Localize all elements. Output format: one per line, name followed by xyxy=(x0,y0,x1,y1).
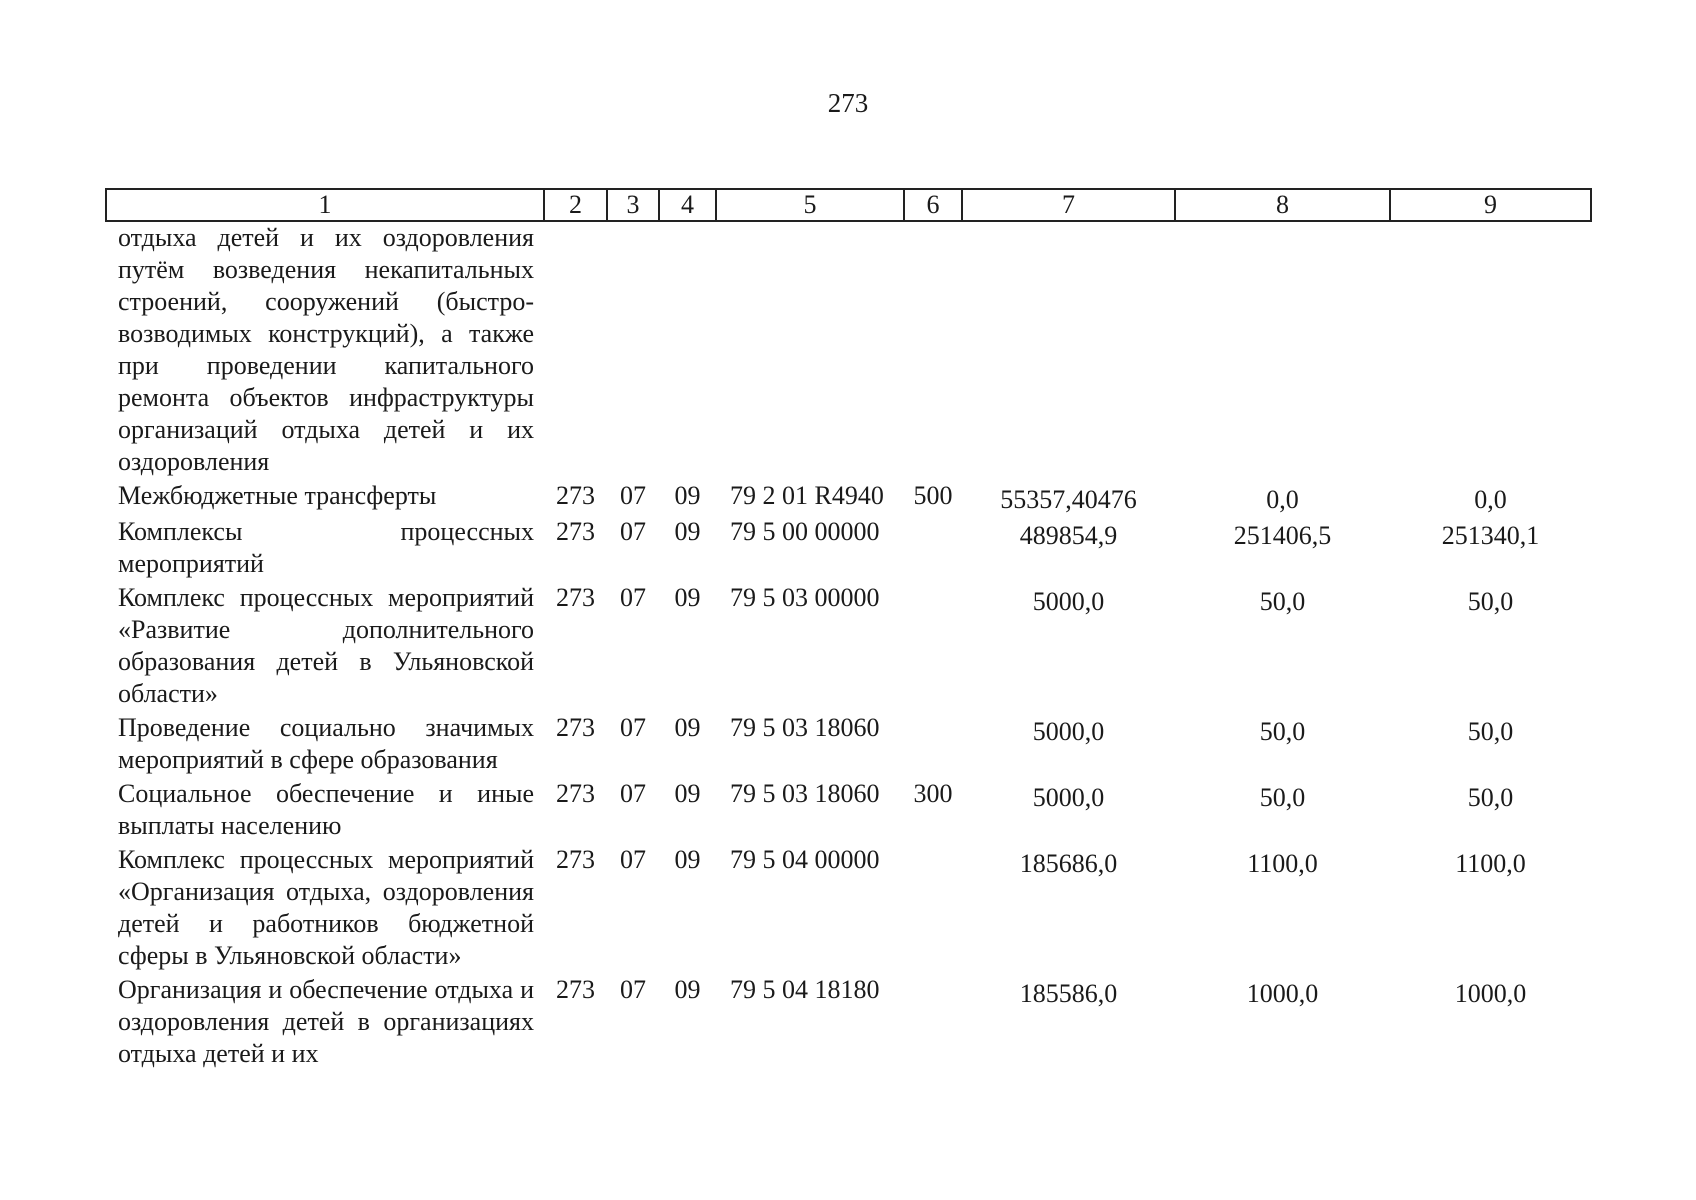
row-value-9: 1100,0 xyxy=(1455,849,1526,878)
row-value-9: 50,0 xyxy=(1467,717,1514,746)
budget-table xyxy=(105,188,1592,1072)
table-row xyxy=(106,778,1591,844)
row-value-9: 50,0 xyxy=(1467,587,1514,616)
row-name: Социальное обеспечение и иные выплаты населению xyxy=(118,779,534,840)
row-value-7: 5000,0 xyxy=(1032,587,1105,616)
row-name: отдыха детей и их оздоровления путём возведения некапитальных строений, сооружений (быстро-возводимых конструкций), а также при проведении капитального ремонта объектов инфраструктуры организаций отдыха детей и их оздоровления xyxy=(118,223,534,476)
row-code-3: 07 xyxy=(620,583,646,612)
table-row xyxy=(106,844,1591,974)
row-code-4: 09 xyxy=(674,517,701,546)
page-number: 273 xyxy=(827,88,869,118)
header-col-6: 6 xyxy=(904,189,962,221)
row-value-9: 1000,0 xyxy=(1454,979,1527,1008)
row-value-7: 5000,0 xyxy=(1032,717,1105,746)
row-code-3 xyxy=(607,221,659,480)
row-code-2: 273 xyxy=(556,517,595,546)
row-code-3: 07 xyxy=(620,481,646,510)
table-row xyxy=(106,712,1591,778)
row-code-4: 09 xyxy=(674,713,701,742)
row-code-2: 273 xyxy=(556,481,595,510)
row-code-2: 273 xyxy=(556,975,595,1004)
row-code-2: 273 xyxy=(556,779,595,808)
row-code-4: 09 xyxy=(674,779,701,808)
row-code-4: 09 xyxy=(674,481,701,510)
row-value-7: 185586,0 xyxy=(1019,979,1118,1008)
row-value-7: 185686,0 xyxy=(1019,849,1118,878)
row-code-2 xyxy=(544,221,607,480)
table-row xyxy=(106,974,1591,1072)
row-value-8: 50,0 xyxy=(1259,717,1306,746)
row-value-7 xyxy=(962,221,1175,480)
row-code-4: 09 xyxy=(674,583,701,612)
table-row xyxy=(106,516,1591,582)
header-col-4: 4 xyxy=(659,189,716,221)
row-value-8: 251406,5 xyxy=(1233,521,1332,550)
row-code-6 xyxy=(904,844,962,974)
row-code-3: 07 xyxy=(620,975,646,1004)
header-col-9: 9 xyxy=(1390,189,1591,221)
row-value-7: 55357,40476 xyxy=(1000,485,1137,514)
header-col-1: 1 xyxy=(106,189,544,221)
row-name: Организация и обеспечение отдыха и оздоровления детей в организациях отдыха детей и их xyxy=(118,975,534,1068)
row-value-9 xyxy=(1390,221,1591,480)
table-row xyxy=(106,480,1591,516)
row-code-5: 79 5 03 18060 xyxy=(730,713,880,742)
row-code-6: 300 xyxy=(913,779,953,808)
row-value-9: 50,0 xyxy=(1467,783,1514,812)
row-code-6 xyxy=(904,712,962,778)
row-name: Проведение социально значимых мероприятий в сфере образования xyxy=(118,713,534,774)
row-name: Комплексы процессных мероприятий xyxy=(118,517,534,578)
row-code-5: 79 5 04 00000 xyxy=(730,845,880,874)
row-value-9: 251340,1 xyxy=(1441,521,1540,550)
row-code-4: 09 xyxy=(674,845,701,874)
row-value-8: 1100,0 xyxy=(1247,849,1318,878)
header-col-3: 3 xyxy=(607,189,659,221)
row-value-9: 0,0 xyxy=(1474,485,1507,514)
row-code-5: 79 5 04 18180 xyxy=(730,975,880,1004)
row-name: Комплекс процессных мероприятий «Развитие дополнительного образования детей в Ульяновской области» xyxy=(118,583,534,708)
table-header-row xyxy=(106,189,1591,221)
row-value-8: 1000,0 xyxy=(1246,979,1319,1008)
row-code-3: 07 xyxy=(620,779,646,808)
row-value-8: 0,0 xyxy=(1266,485,1299,514)
row-value-8: 50,0 xyxy=(1259,783,1306,812)
row-code-6: 500 xyxy=(913,481,953,510)
row-code-2: 273 xyxy=(556,583,595,612)
row-value-7: 489854,9 xyxy=(1019,521,1118,550)
row-code-2: 273 xyxy=(556,845,595,874)
row-code-5: 79 5 03 18060 xyxy=(730,779,880,808)
row-code-6 xyxy=(904,516,962,582)
row-name: Комплекс процессных мероприятий «Организация отдыха, оздоровления детей и работников бюджетной сферы в Ульяновской области» xyxy=(118,845,534,970)
table-body xyxy=(106,221,1591,1072)
table-header xyxy=(106,189,1591,221)
row-code-5 xyxy=(716,221,904,480)
row-code-2: 273 xyxy=(556,713,595,742)
row-name: Межбюджетные трансферты xyxy=(118,481,437,510)
row-value-8 xyxy=(1175,221,1390,480)
table-row xyxy=(106,582,1591,712)
row-code-6 xyxy=(904,974,962,1072)
row-code-5: 79 5 03 00000 xyxy=(730,583,880,612)
row-code-3: 07 xyxy=(620,713,646,742)
header-col-8: 8 xyxy=(1175,189,1390,221)
row-value-7: 5000,0 xyxy=(1032,783,1105,812)
row-code-3: 07 xyxy=(620,845,646,874)
header-col-7: 7 xyxy=(962,189,1175,221)
header-col-2: 2 xyxy=(544,189,607,221)
row-code-5: 79 2 01 R4940 xyxy=(730,481,884,510)
row-code-6 xyxy=(904,221,962,480)
row-code-4: 09 xyxy=(674,975,701,1004)
row-code-3: 07 xyxy=(620,517,646,546)
row-code-4 xyxy=(659,221,716,480)
row-code-6 xyxy=(904,582,962,712)
row-value-8: 50,0 xyxy=(1259,587,1306,616)
header-col-5: 5 xyxy=(716,189,904,221)
table-row xyxy=(106,221,1591,480)
row-code-5: 79 5 00 00000 xyxy=(730,517,880,546)
